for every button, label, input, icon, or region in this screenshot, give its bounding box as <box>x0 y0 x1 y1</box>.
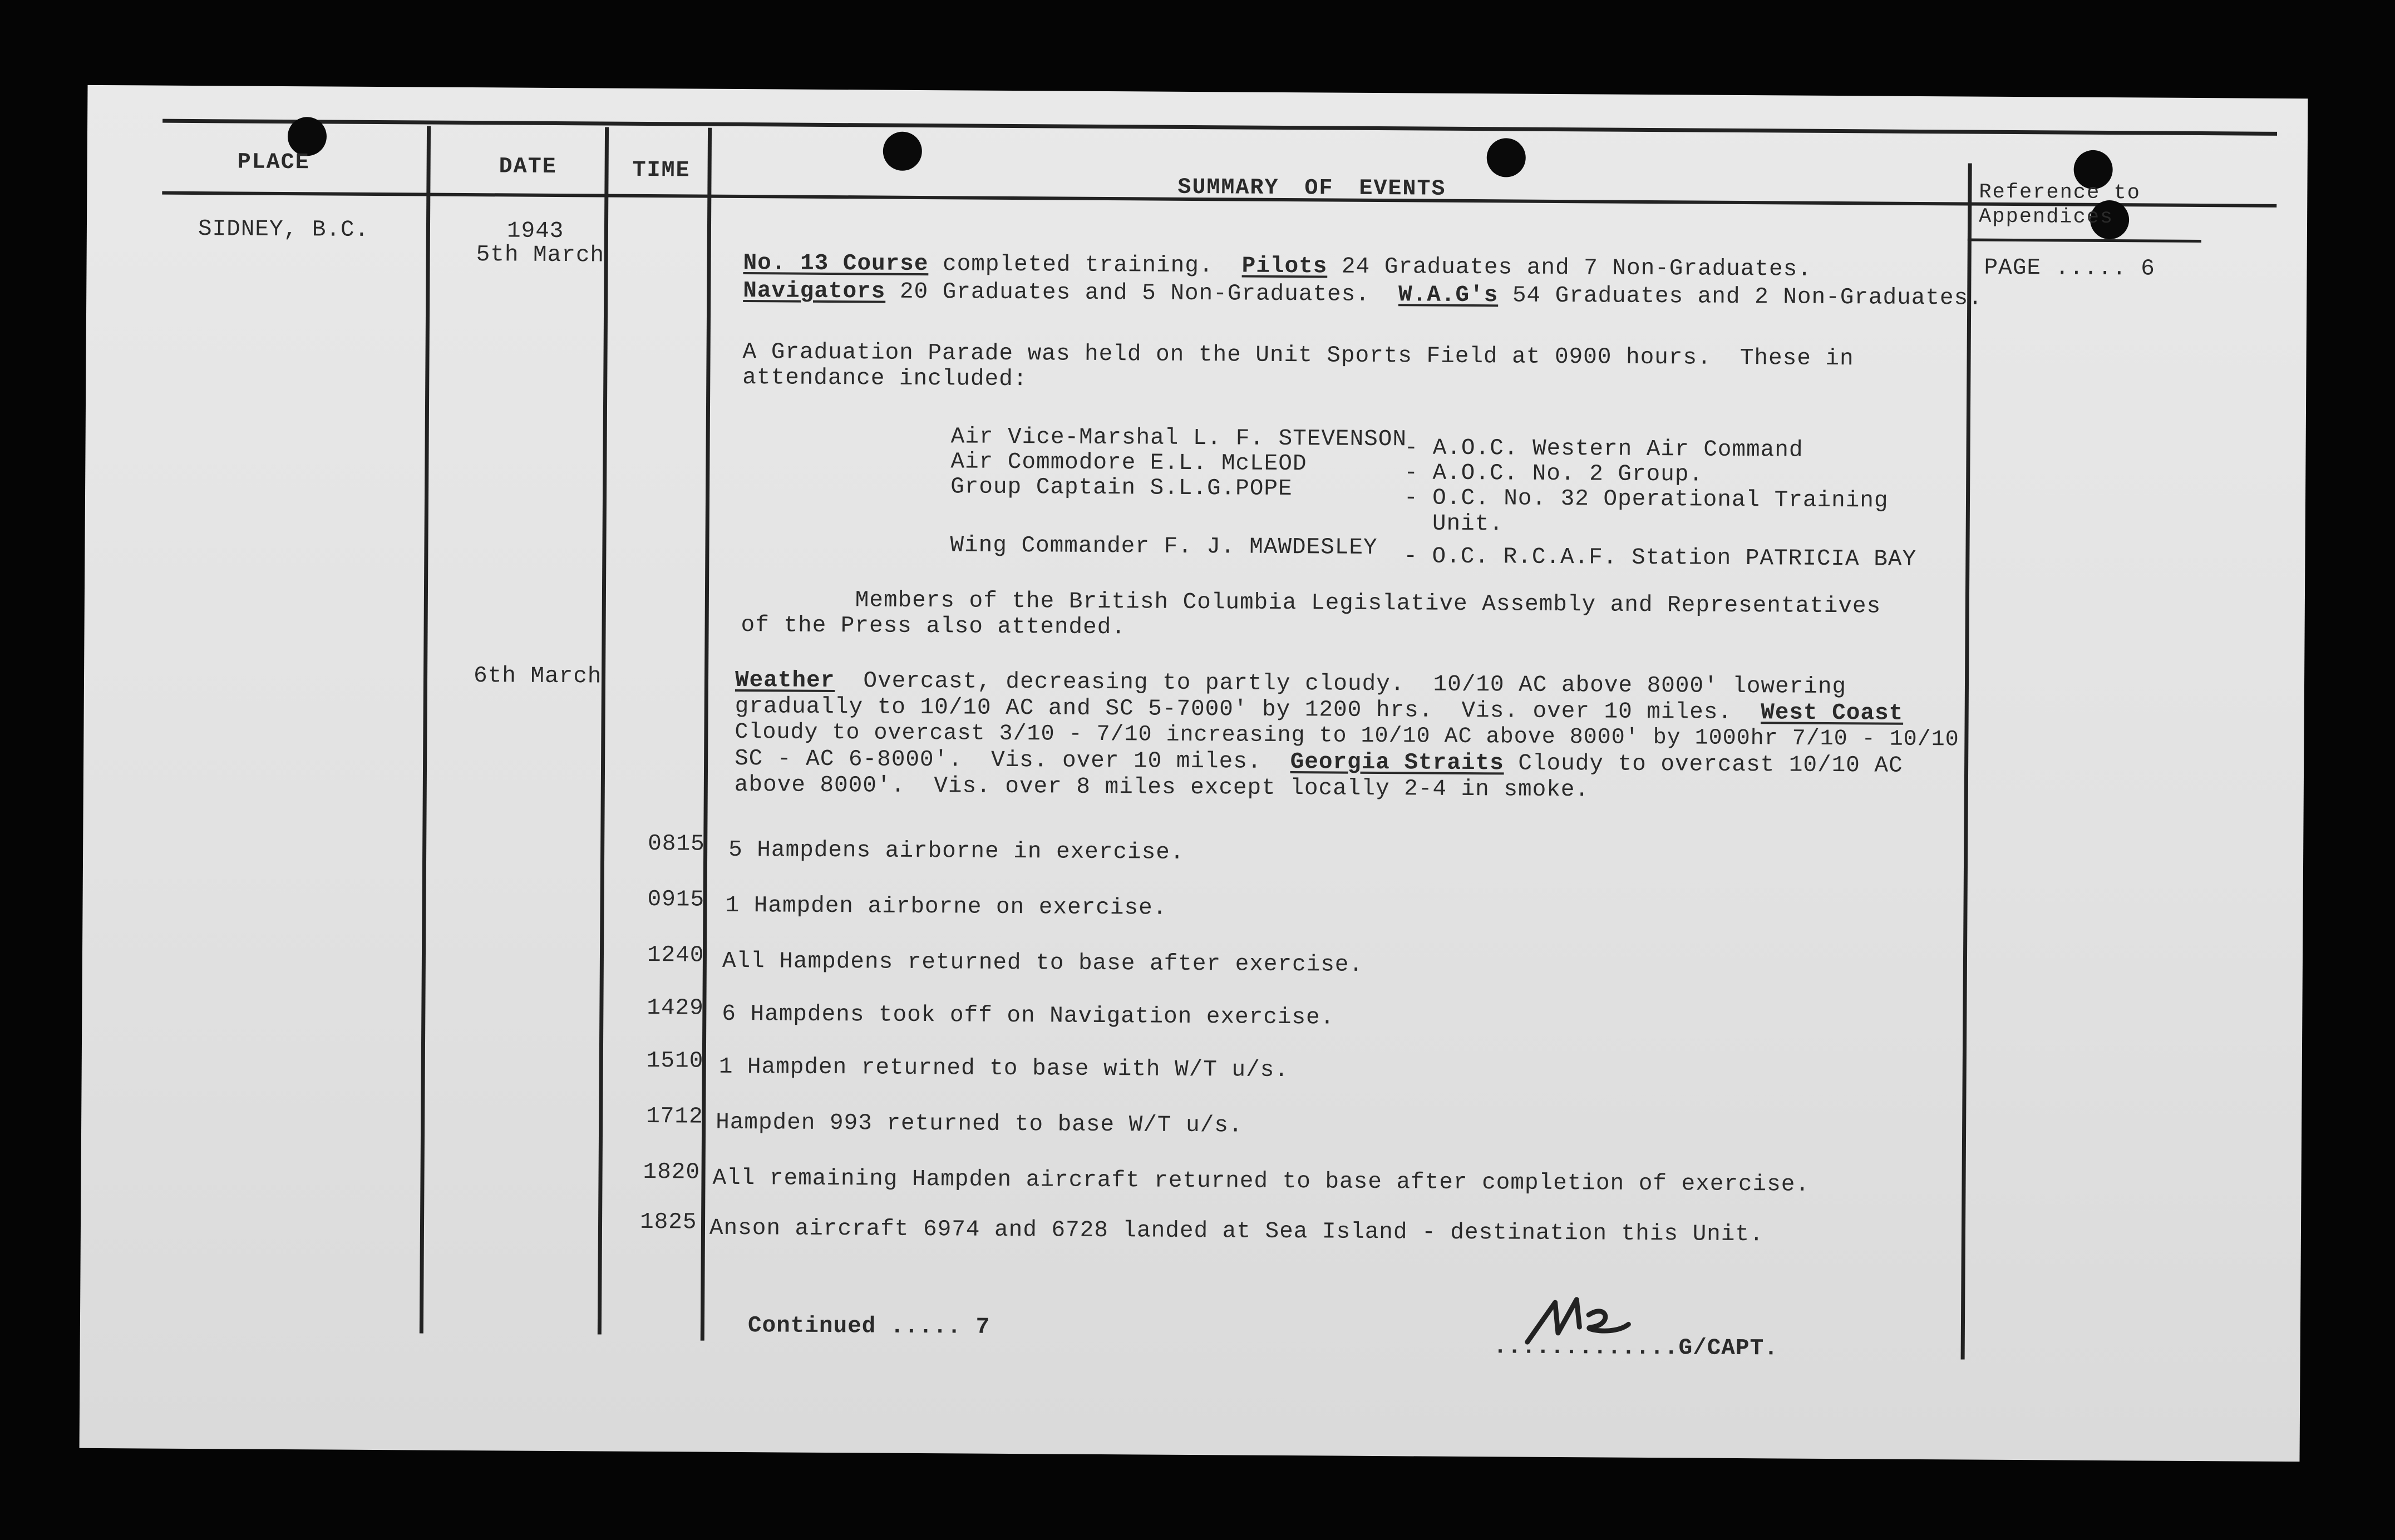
event-time: 1825 <box>639 1209 697 1236</box>
weather-text: gradually to 10/10 AC and SC 5-7000' by 1200 hrs. Vis. over 10 miles. <box>735 693 1761 726</box>
attendee-role: - O.C. No. 32 Operational Training Unit. <box>1403 485 1889 537</box>
weather-line-5: above 8000'. Vis. over 8 miles except locally 2-4 in smoke. <box>734 772 1590 803</box>
attendee-name: Air Commodore E.L. McLEOD <box>950 449 1307 477</box>
event-text: Anson aircraft 6974 and 6728 landed at Sea Island - destination this Unit. <box>709 1215 1764 1248</box>
georgia-straits-label: Georgia Straits <box>1290 749 1504 777</box>
date-time-divider <box>598 127 609 1335</box>
pilots-text: 24 Graduates and 7 Non-Graduates. <box>1327 254 1812 283</box>
attendee-role: - A.O.C. No. 2 Group. <box>1404 460 1704 488</box>
event-text: 1 Hampden airborne on exercise. <box>725 892 1167 921</box>
navigators-label: Navigators <box>743 278 886 305</box>
header-reference: Reference to Appendices <box>1979 180 2141 230</box>
event-text: All Hampdens returned to base after exercise. <box>722 948 1364 978</box>
attendee-role: - O.C. R.C.A.F. Station PATRICIA BAY <box>1403 544 1917 572</box>
west-coast-label: West Coast <box>1761 700 1904 727</box>
graduation-parade-text: A Graduation Parade was held on the Unit Sports Field at 0900 hours. These in attendance included: <box>742 339 1854 393</box>
summary-reference-divider <box>1961 163 1972 1359</box>
place-name: SIDNEY, B.C. <box>198 216 369 243</box>
header-place: PLACE <box>237 150 310 176</box>
signature-line: .............G/CAPT. <box>1493 1334 1778 1362</box>
operations-record-page <box>80 85 2308 1462</box>
members-attended-text: Members of the British Columbia Legislative Assembly and Representatives of the Press also attended. <box>741 587 1881 641</box>
weather-text: Cloudy to overcast 10/10 AC <box>1504 751 1903 779</box>
event-text: Hampden 993 returned to base W/T u/s. <box>716 1109 1243 1139</box>
weather-text: Overcast, decreasing to partly cloudy. 10/10 AC above 8000' lowering <box>835 668 1847 700</box>
event-time: 0815 <box>648 831 705 857</box>
page-reference: PAGE ..... 6 <box>1984 255 2155 282</box>
header-summary: SUMMARY OF EVENTS <box>1177 175 1446 202</box>
event-text: 6 Hampdens took off on Navigation exercise. <box>722 1001 1335 1031</box>
event-time: 1240 <box>647 942 704 969</box>
weather-text: SC - AC 6-8000'. Vis. over 10 miles. <box>735 746 1290 776</box>
place-date-divider <box>420 126 431 1334</box>
attendee-name: Wing Commander F. J. MAWDESLEY <box>950 532 1378 561</box>
event-time: 1429 <box>647 995 704 1021</box>
punch-hole <box>1487 138 1526 177</box>
event-time: 1820 <box>643 1159 701 1186</box>
entry-year: 1943 <box>506 218 564 245</box>
event-time: 0915 <box>647 887 705 913</box>
weather-line-3: Cloudy to overcast 3/10 - 7/10 increasing to 10/10 AC above 8000' by 1000hr 7/10 - 10/10 <box>735 719 1959 753</box>
event-text: 1 Hampden returned to base with W/T u/s. <box>718 1054 1289 1084</box>
reference-rule <box>1968 238 2201 243</box>
event-text: All remaining Hampden aircraft returned to base after completion of exercise. <box>712 1165 1810 1198</box>
punch-hole <box>883 132 922 171</box>
course-line-1 <box>743 250 1812 283</box>
pilots-label: Pilots <box>1241 253 1328 280</box>
event-time: 1510 <box>646 1048 704 1074</box>
course-text: completed training. <box>928 251 1242 279</box>
continued-note: Continued ..... 7 <box>747 1313 990 1340</box>
attendee-name: Group Captain S.L.G.POPE <box>950 474 1293 502</box>
header-time: TIME <box>632 157 691 184</box>
attendee-role: - A.O.C. Western Air Command <box>1404 435 1803 463</box>
entry-date-5th-march: 5th March <box>476 242 605 269</box>
wags-text: 54 Graduates and 2 Non-Graduates. <box>1498 283 1983 312</box>
course-label: No. 13 Course <box>743 250 929 278</box>
wags-label: W.A.G's <box>1398 282 1499 309</box>
attendee-name: Air Vice-Marshal L. F. STEVENSON <box>950 424 1407 453</box>
top-rule <box>162 119 2277 136</box>
time-summary-divider <box>701 128 712 1341</box>
event-time: 1712 <box>646 1104 703 1130</box>
event-text: 5 Hampdens airborne in exercise. <box>728 837 1185 866</box>
course-line-2 <box>743 278 1983 312</box>
navigators-text: 20 Graduates and 5 Non-Graduates. <box>885 279 1399 308</box>
weather-label: Weather <box>735 667 835 694</box>
entry-date-6th-march: 6th March <box>473 663 602 690</box>
header-date: DATE <box>499 154 557 180</box>
